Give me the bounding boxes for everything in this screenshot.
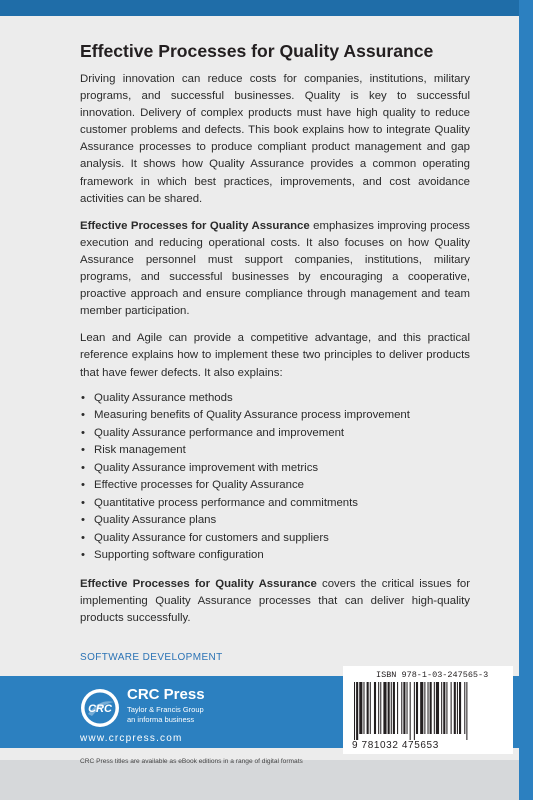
list-item-text: Quality Assurance improvement with metrics bbox=[94, 461, 319, 474]
list-item-text: Measuring benefits of Quality Assurance process improvement bbox=[94, 409, 410, 422]
list-item bbox=[80, 477, 470, 495]
barcode-bar bbox=[459, 682, 461, 734]
barcode-bar bbox=[430, 682, 432, 734]
closing-bold: Effective Processes for Quality Assurance bbox=[80, 577, 317, 590]
bullet-icon: • bbox=[81, 496, 85, 509]
barcode-bar bbox=[403, 682, 405, 734]
publisher-name: CRC Press bbox=[127, 686, 205, 703]
barcode-bar bbox=[380, 682, 381, 734]
list-item bbox=[80, 547, 470, 565]
bullet-icon: • bbox=[81, 549, 85, 562]
bullet-icon: • bbox=[81, 514, 85, 527]
barcode-bar bbox=[356, 682, 358, 740]
barcode-bar bbox=[457, 682, 458, 734]
barcode-bar bbox=[443, 682, 445, 734]
paragraph-2-text: emphasizes improving process execution and reducing operational costs. It also focuses on how Quality Assurance personnel must support companies, institutions, military programs, and successful businesses by encouraging a cooperative, proactive approach and ensure compliance through management and team member participation. bbox=[80, 219, 470, 318]
paragraph-2-bold: Effective Processes for Quality Assurance bbox=[80, 219, 310, 232]
barcode-bar bbox=[424, 682, 425, 734]
publisher-group: Taylor & Francis Group bbox=[127, 705, 204, 714]
isbn-label: ISBN 978-1-03-247565-3 bbox=[376, 670, 489, 680]
list-item bbox=[80, 512, 470, 530]
barcode-bar bbox=[363, 682, 364, 734]
paragraph-2 bbox=[80, 218, 470, 321]
barcode-bar bbox=[391, 682, 392, 734]
bullet-icon: • bbox=[81, 391, 85, 404]
bullet-icon: • bbox=[81, 479, 85, 492]
barcode-bar bbox=[374, 682, 376, 734]
barcode-bar bbox=[434, 682, 435, 734]
barcode-bar bbox=[401, 682, 402, 734]
barcode-bar bbox=[354, 682, 355, 740]
barcode-bar bbox=[428, 682, 429, 734]
list-item bbox=[80, 530, 470, 548]
top-color-strip bbox=[0, 0, 533, 16]
list-item bbox=[80, 407, 470, 425]
barcode-bar bbox=[407, 682, 408, 734]
barcode-bar bbox=[393, 682, 395, 734]
bullet-icon: • bbox=[81, 426, 85, 439]
bullet-icon: • bbox=[81, 409, 85, 422]
paragraph-1 bbox=[80, 71, 470, 208]
barcode-digits: 9 781032 475653 bbox=[352, 740, 439, 751]
paragraph-3-text: Lean and Agile can provide a competitive advantage, and this practical reference explains how to implement these two principles to deliver products that have fewer defects. It also explains: bbox=[80, 332, 470, 379]
list-item-text: Risk management bbox=[94, 444, 186, 457]
book-title: Effective Processes for Quality Assurance bbox=[80, 41, 434, 61]
barcode-bar bbox=[367, 682, 369, 734]
footer-strip bbox=[0, 760, 519, 800]
closing-text: covers the critical issues for implementing Quality Assurance processes that can deliver high-quality products successfully. bbox=[80, 577, 471, 624]
category-label: SOFTWARE DEVELOPMENT bbox=[80, 652, 223, 663]
barcode-bar bbox=[436, 682, 439, 734]
barcode-bar bbox=[446, 682, 447, 734]
list-item bbox=[80, 460, 470, 478]
list-item-text: Supporting software configuration bbox=[94, 549, 264, 562]
topics-list bbox=[80, 390, 470, 565]
barcode-bar bbox=[414, 682, 415, 740]
barcode-bar bbox=[383, 682, 386, 734]
paragraph-3 bbox=[80, 330, 470, 381]
side-color-strip bbox=[519, 0, 533, 800]
bullet-icon: • bbox=[81, 531, 85, 544]
crc-logo-icon bbox=[80, 688, 120, 728]
barcode-bar bbox=[397, 682, 398, 734]
list-item-text: Effective processes for Quality Assurance bbox=[94, 479, 304, 492]
crc-logo-text: CRC bbox=[88, 703, 112, 715]
list-item-text: Quality Assurance plans bbox=[94, 514, 217, 527]
list-item-text: Quality Assurance methods bbox=[94, 391, 233, 404]
barcode-bar bbox=[416, 682, 418, 734]
list-item-text: Quantitative process performance and commitments bbox=[94, 496, 358, 509]
paragraph-1-text: Driving innovation can reduce costs for companies, institutions, military programs, and successful businesses. Quality is key to successful innovation. Delivery of complex products must have high quality to reduce customer problems and defects. This book explains how to integrate Quality Assurance processes to produce compliant product management and gap analysis. It shows how Quality Assurance provides a common operating framework in which best practices, improvements, and cost avoidance activities can be shared. bbox=[80, 73, 470, 205]
blurb-content bbox=[80, 40, 470, 637]
barcode-bar bbox=[388, 682, 390, 734]
barcode-icon bbox=[350, 682, 506, 740]
publisher-url[interactable]: www.crcpress.com bbox=[80, 733, 183, 744]
barcode-bar bbox=[451, 682, 452, 734]
barcode-bar bbox=[454, 682, 456, 734]
list-item-text: Quality Assurance for customers and suppliers bbox=[94, 531, 329, 544]
barcode-bar bbox=[441, 682, 442, 734]
barcode-bar bbox=[464, 682, 465, 734]
barcode-bar bbox=[370, 682, 371, 734]
barcode-bar bbox=[359, 682, 362, 734]
list-item bbox=[80, 425, 470, 443]
bullet-icon: • bbox=[81, 444, 85, 457]
barcode-bar bbox=[466, 682, 467, 740]
barcode-bar bbox=[420, 682, 423, 734]
closing-paragraph bbox=[80, 576, 470, 627]
bullet-icon: • bbox=[81, 461, 85, 474]
footer-note: CRC Press titles are available as eBook editions in a range of digital formats bbox=[80, 758, 303, 765]
publisher-business: an informa business bbox=[127, 715, 195, 724]
list-item bbox=[80, 442, 470, 460]
list-item-text: Quality Assurance performance and improvement bbox=[94, 426, 345, 439]
list-item bbox=[80, 390, 470, 408]
list-item bbox=[80, 495, 470, 513]
barcode-bar bbox=[378, 682, 379, 734]
barcode-bar bbox=[410, 682, 411, 740]
